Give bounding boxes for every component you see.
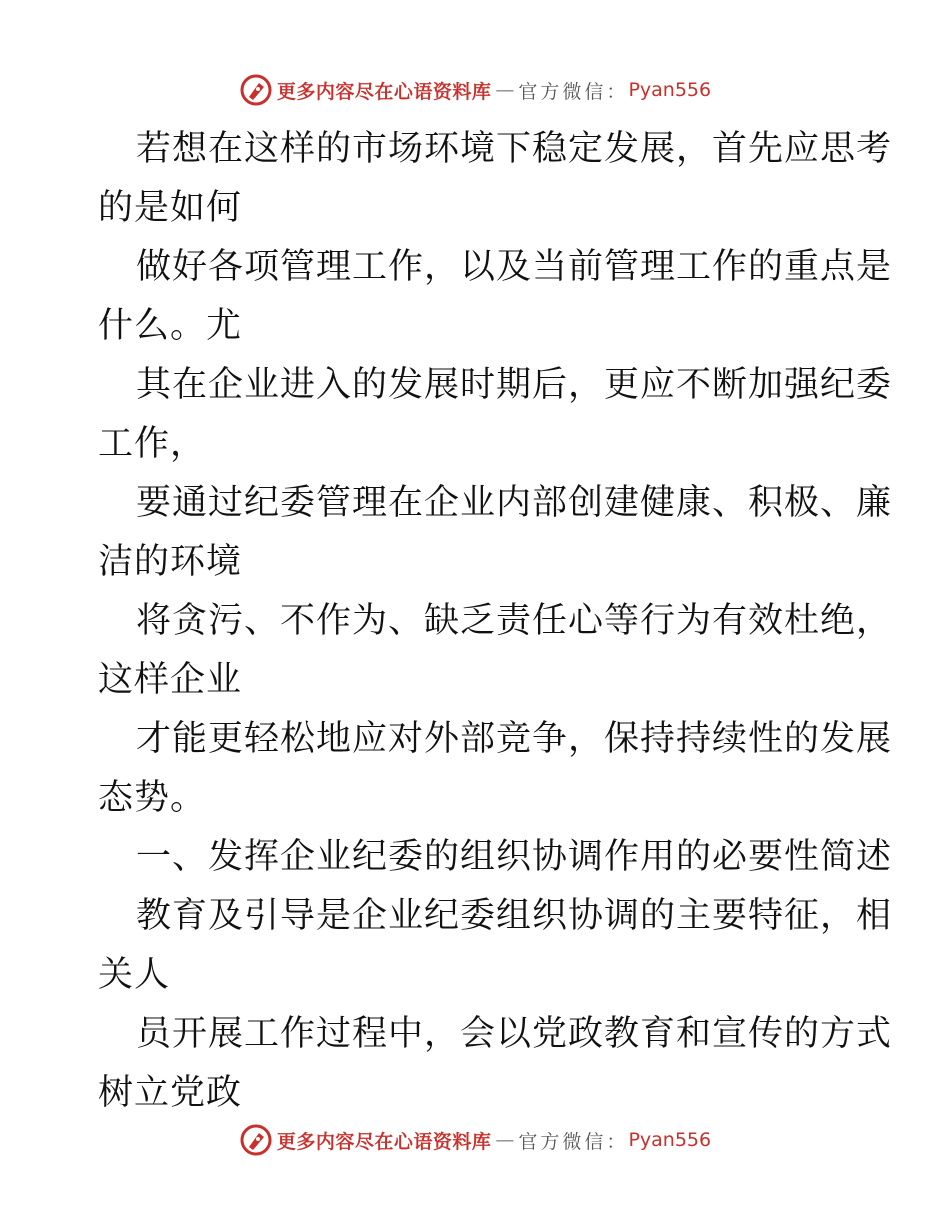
header-dash: — [495, 79, 515, 101]
pen-nib-circle-icon [239, 73, 273, 107]
text-line: 要通过纪委管理在企业内部创建健康、积极、廉 [136, 483, 893, 523]
text-line: 将贪污、不作为、缺乏责任心等行为有效杜绝， [136, 601, 893, 641]
footer-brand-text: 更多内容尽在心语资料库 [276, 1130, 492, 1153]
text-line: 树立党政 [98, 1073, 243, 1113]
footer-banner [0, 1120, 950, 1160]
header-brand-text: 更多内容尽在心语资料库 [276, 80, 492, 103]
text-line: 关人 [98, 955, 171, 995]
footer-dash: — [495, 1129, 515, 1151]
section-heading: 一、发挥企业纪委的组织协调作用的必要性简述 [136, 837, 893, 877]
text-line: 教育及引导是企业纪委组织协调的主要特征，相 [136, 896, 893, 936]
text-line: 洁的环境 [98, 542, 243, 582]
text-line: 员开展工作过程中，会以党政教育和宣传的方式 [136, 1014, 893, 1054]
header-wechat-id: Pyan556 [628, 79, 712, 101]
pen-nib-circle-icon [239, 1123, 273, 1157]
header-banner [0, 70, 950, 110]
footer-wechat-label: 官方微信： [518, 1130, 629, 1153]
body-text [98, 120, 893, 1123]
header-wechat-label: 官方微信： [518, 80, 629, 103]
text-line: 才能更轻松地应对外部竞争，保持持续性的发展 [136, 719, 893, 759]
text-line: 若想在这样的市场环境下稳定发展，首先应思考 [136, 129, 893, 169]
text-line: 的是如何 [98, 188, 243, 228]
text-line: 工作， [98, 424, 207, 464]
text-line: 其在企业进入的发展时期后，更应不断加强纪委 [136, 365, 893, 405]
text-line: 做好各项管理工作，以及当前管理工作的重点是 [136, 247, 893, 287]
text-line: 这样企业 [98, 660, 243, 700]
text-line: 什么。尤 [98, 306, 243, 346]
footer-wechat-id: Pyan556 [628, 1129, 712, 1151]
text-line: 态势。 [98, 778, 207, 818]
